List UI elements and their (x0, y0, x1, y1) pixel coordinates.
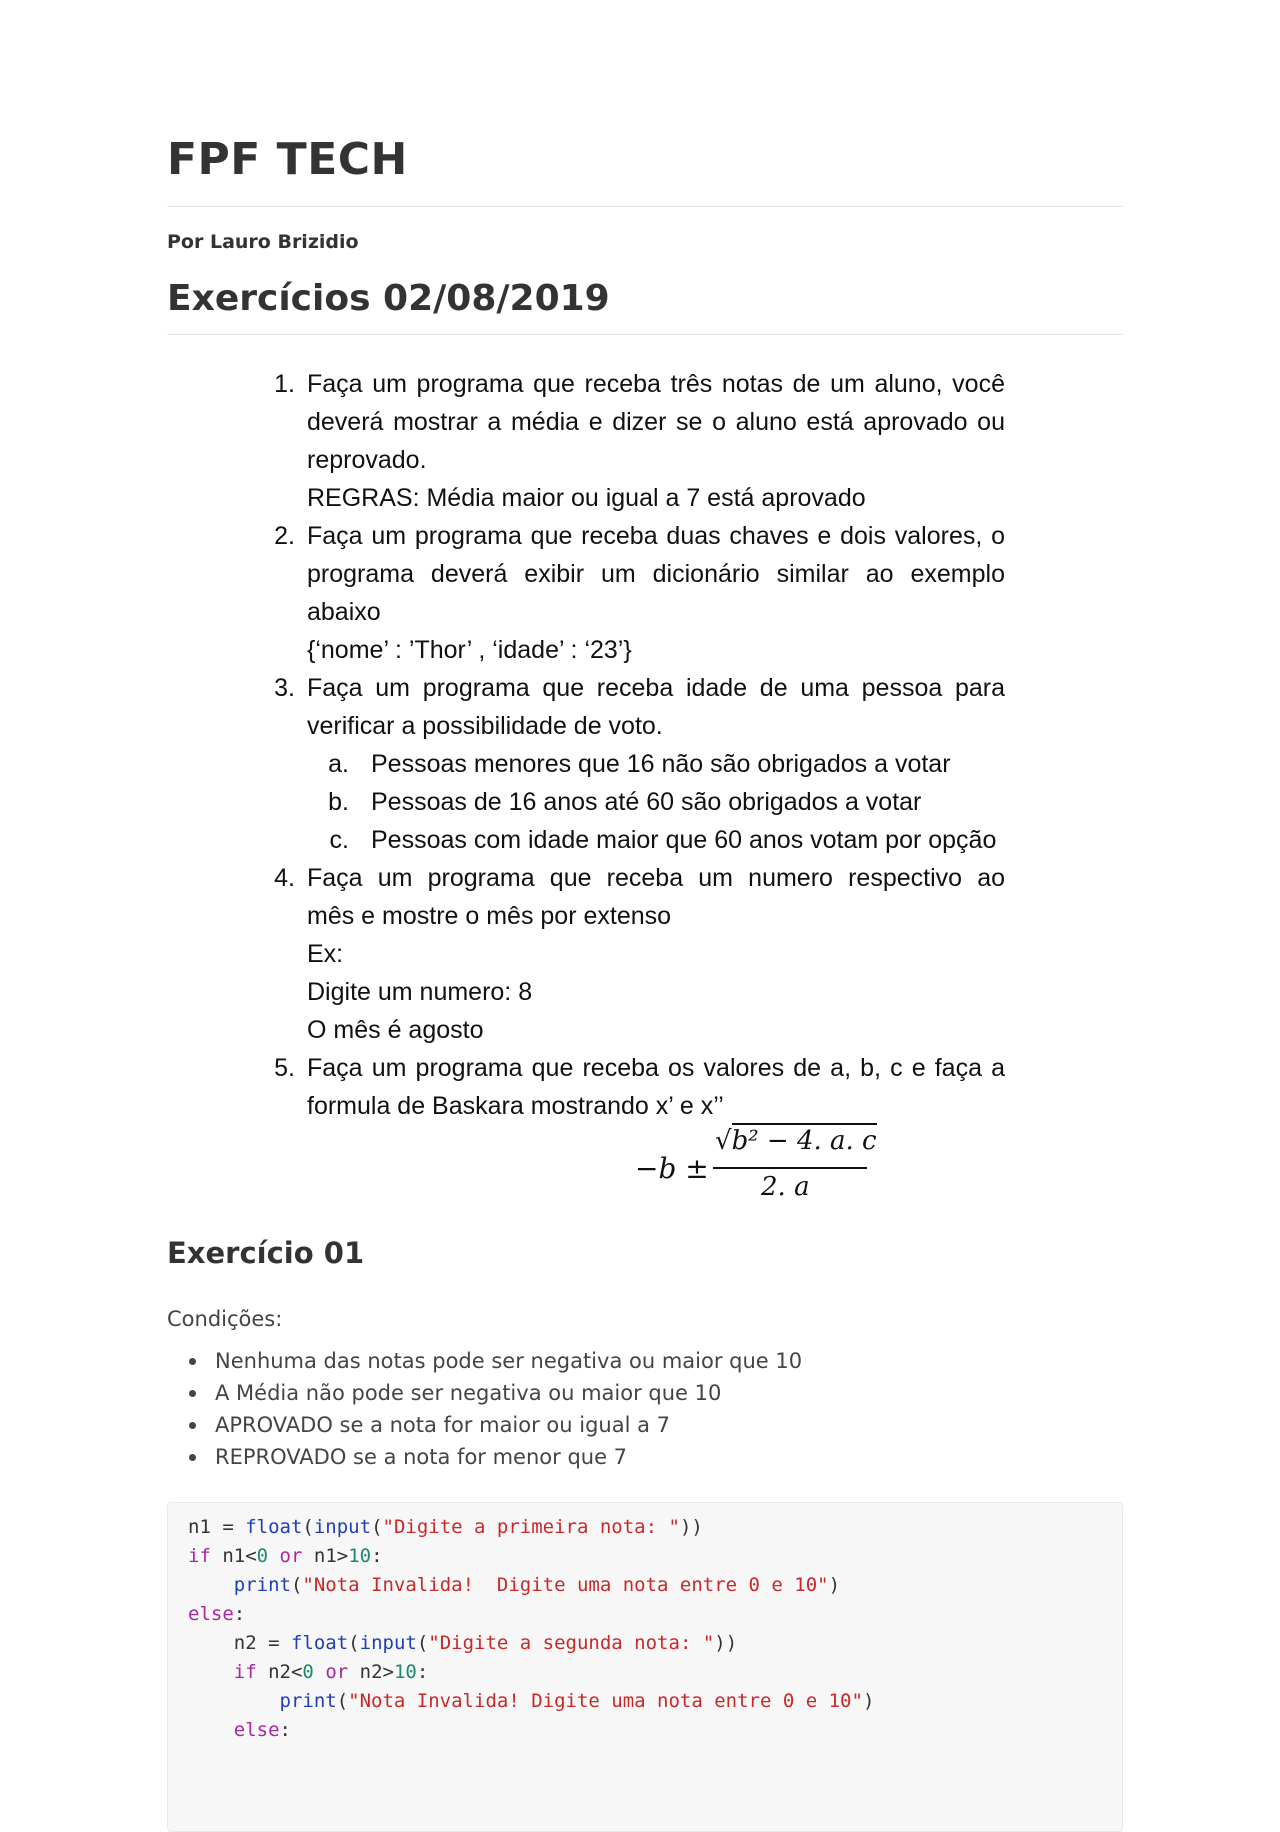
code-line: n1 = float(input("Digite a primeira nota: ")) (188, 1516, 703, 1538)
exercise-number: 5. (274, 1054, 295, 1082)
exercise-line: mês e mostre o mês por extenso (307, 902, 672, 930)
list-item: REPROVADO se a nota for menor que 7 (167, 1441, 802, 1473)
code-line: else: (233, 1719, 291, 1741)
exercise-line: abaixo (307, 598, 381, 626)
sub-item-text: Pessoas com idade maior que 60 anos votam por opção (371, 826, 997, 854)
document-title: FPF TECH (167, 134, 408, 185)
sub-item-text: Pessoas menores que 16 não são obrigados a votar (371, 750, 951, 778)
formula-radicand: b² − 4. a. c (732, 1123, 877, 1156)
list-item: APROVADO se a nota for maior ou igual a 7 (167, 1409, 802, 1441)
sub-item-letter: b. (328, 788, 349, 816)
code-line: print("Nota Invalida! Digite uma nota entre 0 e 10") (233, 1574, 841, 1596)
sub-item-letter: c. (329, 826, 349, 854)
exercise-line: REGRAS: Média maior ou igual a 7 está aprovado (307, 484, 866, 512)
list-item: A Média não pode ser negativa ou maior que 10 (167, 1377, 802, 1409)
code-line: print("Nota Invalida! Digite uma nota entre 0 e 10") (279, 1690, 875, 1712)
section-divider (167, 334, 1123, 335)
formula-denominator: 2. a (761, 1172, 810, 1202)
code-line: else: (188, 1603, 246, 1625)
list-item: Nenhuma das notas pode ser negativa ou maior que 10 (167, 1345, 802, 1377)
exercise-line: deverá mostrar a média e dizer se o aluno está aprovado ou (307, 408, 1005, 436)
section-title: Exercícios 02/08/2019 (167, 278, 610, 319)
sqrt-icon: √ (715, 1126, 732, 1156)
exercise-line: Faça um programa que receba idade de uma pessoa para (307, 674, 1005, 702)
exercise-line: verificar a possibilidade de voto. (307, 712, 663, 740)
exercise-line: O mês é agosto (307, 1016, 484, 1044)
formula-numerator (715, 1126, 877, 1156)
conditions-list (167, 1345, 802, 1473)
exercise-line: Ex: (307, 940, 344, 968)
exercise-line: programa deverá exibir um dicionário similar ao exemplo (307, 560, 1005, 588)
sub-item-text: Pessoas de 16 anos até 60 são obrigados a votar (371, 788, 922, 816)
code-line: if n1<0 or n1>10: (188, 1545, 383, 1567)
baskara-formula (635, 1126, 895, 1206)
exercise-line: Faça um programa que receba um numero respectivo ao (307, 864, 1005, 892)
exercise-number: 4. (274, 864, 295, 892)
sub-item-letter: a. (328, 750, 349, 778)
exercise-number: 3. (274, 674, 295, 702)
exercise-number: 1. (274, 370, 295, 398)
author-line: Por Lauro Brizidio (167, 231, 359, 253)
exercise-line: Digite um numero: 8 (307, 978, 533, 1006)
exercise-number: 2. (274, 522, 295, 550)
exercise-line: Faça um programa que receba três notas de um aluno, você (307, 370, 1005, 398)
code-line: n2 = float(input("Digite a segunda nota: ")) (233, 1632, 738, 1654)
exercise-line: Faça um programa que receba os valores de a, b, c e faça a (307, 1054, 1005, 1082)
formula-neg-b: −b ± (635, 1152, 709, 1185)
exercise-line: reprovado. (307, 446, 427, 474)
code-line: if n2<0 or n2>10: (233, 1661, 429, 1683)
code-block (167, 1502, 1123, 1832)
exercise-line: formula de Baskara mostrando x’ e x’’ (307, 1092, 724, 1120)
title-divider (167, 206, 1123, 207)
exercise-line: {‘nome’ : ’Thor’ , ‘idade’ : ‘23’} (307, 636, 632, 664)
fraction-bar (713, 1167, 867, 1169)
conditions-label: Condições: (167, 1307, 283, 1331)
exercise-line: Faça um programa que receba duas chaves e dois valores, o (307, 522, 1005, 550)
subsection-title: Exercício 01 (167, 1236, 365, 1270)
